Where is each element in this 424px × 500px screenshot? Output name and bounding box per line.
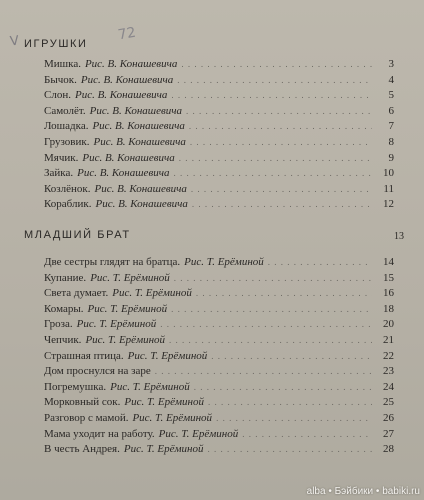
entry-illustrator: Рис. В. Конашевича — [95, 198, 188, 211]
entry-illustrator: Рис. Т. Ерёминой — [85, 333, 166, 346]
entry-page-number: 24 — [383, 380, 394, 393]
toc-entry — [44, 166, 394, 182]
dot-leader — [208, 395, 372, 411]
toc-entry — [44, 151, 394, 167]
entry-title: Самолёт. — [44, 104, 86, 117]
entry-page-number: 21 — [383, 333, 394, 346]
dot-leader — [181, 57, 372, 73]
entry-page-number: 8 — [388, 135, 394, 148]
entry-page-number: 9 — [388, 151, 394, 164]
toc-entry — [44, 380, 394, 396]
toc-entry — [44, 88, 394, 104]
entry-illustrator: Рис. Т. Ерёминой — [76, 318, 157, 331]
dot-leader — [186, 104, 372, 120]
dot-leader — [171, 302, 372, 318]
section-title-toys: ИГРУШКИ — [24, 38, 88, 50]
dot-leader — [171, 88, 372, 104]
entry-title: Лошадка. — [44, 120, 89, 133]
toc-entry — [44, 364, 394, 380]
toc-toys — [44, 57, 394, 213]
toc-entry — [44, 349, 394, 365]
entry-page-number: 5 — [388, 89, 394, 102]
toc-entry — [44, 104, 394, 120]
entry-title: Разговор с мамой. — [44, 411, 129, 424]
entry-illustrator: Рис. В. Конашевича — [92, 120, 185, 133]
toc-entry — [44, 73, 394, 89]
toc-entry — [44, 182, 394, 198]
entry-page-number: 16 — [383, 287, 394, 300]
entry-page-number: 20 — [383, 318, 394, 331]
entry-illustrator: Рис. В. Конашевича — [89, 104, 183, 117]
entry-title: Мама уходит на работу. — [44, 427, 155, 440]
entry-illustrator: Рис. В. Конашевича — [77, 167, 170, 180]
entry-page-number: 10 — [383, 167, 394, 180]
entry-page-number: 6 — [388, 104, 394, 117]
entry-title: Гроза. — [44, 318, 73, 331]
entry-illustrator: Рис. Т. Ерёминой — [87, 302, 168, 315]
entry-page-number: 25 — [383, 396, 394, 409]
entry-title: Дом проснулся на заре — [44, 365, 151, 378]
dot-leader — [192, 197, 372, 213]
entry-illustrator: Рис. Т. Ерёминой — [90, 271, 170, 284]
entry-title: В честь Андрея. — [44, 443, 120, 456]
toc-entry — [44, 197, 394, 213]
entry-illustrator: Рис. Т. Ерёминой — [124, 396, 204, 409]
entry-illustrator: Рис. В. Конашевича — [80, 73, 174, 86]
entry-illustrator: Рис. Т. Ерёминой — [123, 443, 204, 456]
toc-entry — [44, 286, 394, 302]
entry-illustrator: Рис. В. Конашевича — [94, 182, 187, 195]
pencil-check-mark: V — [9, 33, 20, 50]
entry-page-number: 15 — [383, 271, 394, 284]
pencil-note: 72 — [116, 24, 138, 44]
dot-leader — [174, 271, 372, 287]
toc-entry — [44, 427, 394, 443]
entry-page-number: 22 — [383, 349, 394, 362]
entry-title: Купание. — [44, 271, 87, 284]
entry-page-number: 4 — [388, 73, 394, 86]
entry-title: Слон. — [44, 89, 71, 102]
entry-title: Страшная птица. — [44, 349, 124, 362]
entry-title: Чепчик. — [44, 333, 82, 346]
entry-page-number: 26 — [383, 411, 394, 424]
toc-younger-brother — [44, 255, 394, 458]
entry-page-number: 27 — [383, 427, 394, 440]
entry-page-number: 18 — [383, 302, 394, 315]
entry-illustrator: Рис. В. Конашевича — [82, 151, 175, 164]
entry-page-number: 14 — [383, 256, 394, 268]
toc-entry — [44, 395, 394, 411]
toc-entry — [44, 119, 394, 135]
toc-entry — [44, 317, 394, 333]
toc-entry — [44, 255, 394, 271]
dot-leader — [160, 317, 372, 333]
entry-page-number: 12 — [383, 198, 394, 211]
dot-leader — [173, 166, 372, 182]
dot-leader — [191, 182, 372, 198]
dot-leader — [211, 349, 372, 365]
entry-page-number: 28 — [383, 443, 394, 456]
entry-title: Две сестры глядят на братца. — [44, 256, 181, 268]
entry-title: Морковный сок. — [44, 396, 121, 409]
entry-illustrator: Рис. Т. Ерёминой — [127, 349, 208, 362]
entry-title: Бычок. — [44, 73, 77, 86]
section-title-younger-brother: МЛАДШИЙ БРАТ — [24, 229, 131, 241]
entry-illustrator: Рис. Т. Ерёминой — [112, 287, 192, 300]
dot-leader — [155, 364, 372, 380]
dot-leader — [216, 411, 372, 427]
toc-entry — [44, 411, 394, 427]
toc-entry — [44, 135, 394, 151]
entry-illustrator: Рис. Т. Ерёминой — [184, 256, 264, 268]
entry-page-number: 23 — [383, 365, 394, 378]
dot-leader — [207, 442, 372, 458]
entry-page-number: 7 — [388, 120, 394, 133]
entry-illustrator: Рис. Т. Ерёминой — [158, 427, 239, 440]
entry-title: Грузовик. — [44, 135, 90, 148]
entry-title: Погремушка. — [44, 380, 107, 393]
dot-leader — [268, 255, 372, 271]
entry-title: Света думает. — [44, 287, 109, 300]
dot-leader — [190, 135, 372, 151]
entry-illustrator: Рис. Т. Ерёминой — [132, 411, 213, 424]
entry-illustrator: Рис. В. Конашевича — [84, 58, 178, 70]
watermark: alba • Бэйбики • babiki.ru — [306, 486, 420, 497]
entry-illustrator: Рис. В. Конашевича — [93, 135, 186, 148]
entry-title: Комары. — [44, 302, 84, 315]
entry-title: Мишка. — [44, 58, 81, 70]
entry-illustrator: Рис. В. Конашевича — [74, 89, 168, 102]
dot-leader — [179, 151, 372, 167]
entry-title: Мячик. — [44, 151, 79, 164]
dot-leader — [189, 119, 372, 135]
dot-leader — [169, 333, 372, 349]
entry-page-number: 3 — [388, 58, 394, 70]
dot-leader — [242, 427, 372, 443]
entry-title: Козлёнок. — [44, 182, 91, 195]
entry-page-number: 11 — [383, 182, 394, 195]
entry-title: Зайка. — [44, 167, 74, 180]
toc-entry — [44, 333, 394, 349]
toc-entry — [44, 302, 394, 318]
toc-entry — [44, 57, 394, 73]
toc-entry — [44, 442, 394, 458]
entry-illustrator: Рис. Т. Ерёминой — [110, 380, 190, 393]
dot-leader — [177, 73, 372, 89]
dot-leader — [194, 380, 372, 396]
section-page-younger-brother: 13 — [394, 231, 404, 242]
dot-leader — [196, 286, 372, 302]
entry-title: Кораблик. — [44, 198, 92, 211]
toc-entry — [44, 271, 394, 287]
